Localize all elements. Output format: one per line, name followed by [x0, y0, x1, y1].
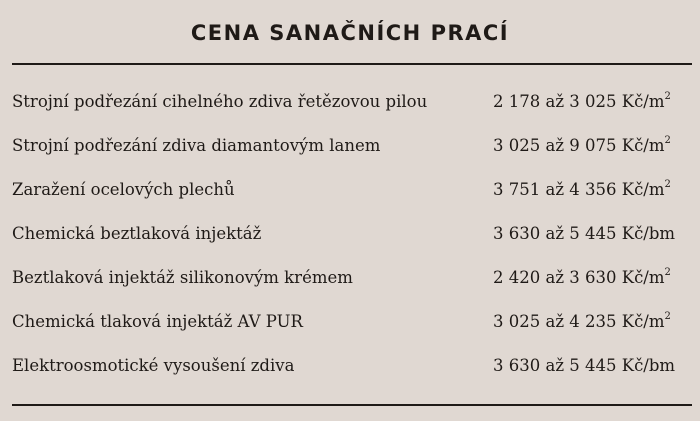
price-range	[493, 168, 671, 212]
price-range	[493, 124, 671, 168]
price-range	[493, 300, 671, 344]
work-name: Beztlaková injektáž silikonovým krémem	[12, 268, 353, 287]
price-row	[12, 344, 692, 388]
price-value: 2 420 až 3 630 Kč/m	[493, 268, 665, 287]
top-divider	[12, 63, 692, 65]
unit-exponent: 2	[664, 90, 671, 102]
price-row	[12, 256, 692, 300]
price-range	[493, 80, 671, 124]
work-name: Strojní podřezání zdiva diamantovým lanem	[12, 136, 381, 155]
price-row	[12, 80, 692, 124]
work-name: Elektroosmotické vysoušení zdiva	[12, 356, 295, 375]
price-value: 3 751 až 4 356 Kč/m	[493, 180, 665, 199]
price-row	[12, 300, 692, 344]
price-row	[12, 124, 692, 168]
price-row	[12, 212, 692, 256]
price-value: 3 630 až 5 445 Kč/bm	[493, 224, 676, 243]
price-value: 2 178 až 3 025 Kč/m	[493, 92, 665, 111]
unit-exponent: 2	[664, 134, 671, 146]
work-name: Chemická beztlaková injektáž	[12, 224, 262, 243]
price-range	[493, 344, 675, 388]
work-name: Strojní podřezání cihelného zdiva řetězovou pilou	[12, 92, 428, 111]
price-value: 3 025 až 4 235 Kč/m	[493, 312, 665, 331]
price-value: 3 025 až 9 075 Kč/m	[493, 136, 665, 155]
price-range	[493, 256, 671, 300]
price-row	[12, 168, 692, 212]
price-list	[12, 80, 692, 388]
bottom-divider	[12, 404, 692, 406]
unit-exponent: 2	[664, 266, 671, 278]
unit-exponent: 2	[664, 310, 671, 322]
unit-exponent: 2	[664, 178, 671, 190]
price-value: 3 630 až 5 445 Kč/bm	[493, 356, 676, 375]
price-range	[493, 212, 675, 256]
table-title: CENA SANAČNÍCH PRACÍ	[190, 21, 510, 45]
work-name: Zaražení ocelových plechů	[12, 180, 235, 199]
work-name: Chemická tlaková injektáž AV PUR	[12, 312, 303, 331]
